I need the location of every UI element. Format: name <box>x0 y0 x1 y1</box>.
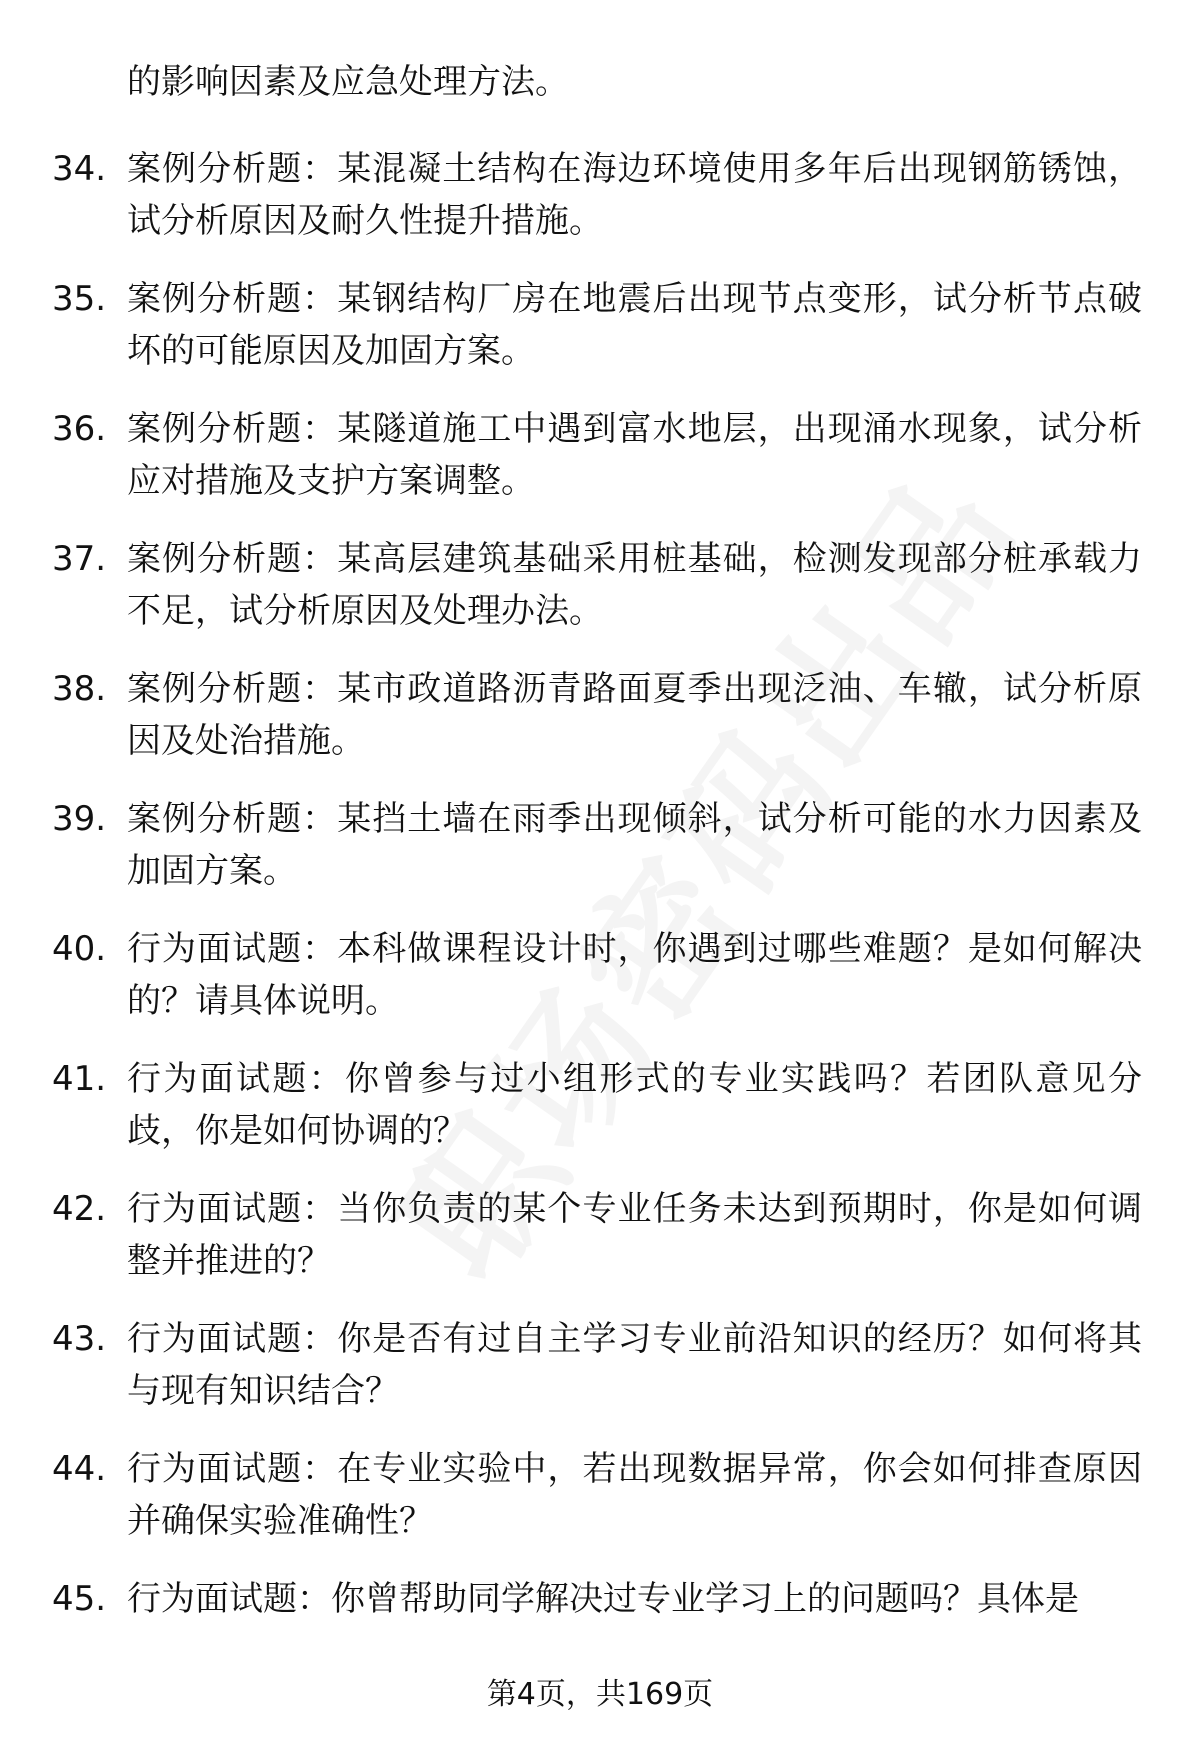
list-item <box>0 923 1200 1053</box>
item-number: 45. <box>52 1579 107 1619</box>
list-item <box>0 403 1200 533</box>
list-item <box>0 533 1200 663</box>
list-item <box>0 273 1200 403</box>
list-item <box>0 1183 1200 1313</box>
item-number: 44. <box>52 1449 107 1489</box>
list-item <box>0 1313 1200 1443</box>
item-text: 案例分析题：某钢结构厂房在地震后出现节点变形，试分析节点破坏的可能原因及加固方案。 <box>127 279 1142 371</box>
item-text: 案例分析题：某混凝土结构在海边环境使用多年后出现钢筋锈蚀，试分析原因及耐久性提升措施。 <box>127 149 1142 241</box>
item-text: 案例分析题：某隧道施工中遇到富水地层，出现涌水现象，试分析应对措施及支护方案调整。 <box>127 409 1142 501</box>
item-number: 37. <box>52 539 107 579</box>
item-number: 40. <box>52 929 107 969</box>
item-text: 案例分析题：某挡土墙在雨季出现倾斜，试分析可能的水力因素及加固方案。 <box>127 799 1142 891</box>
item-number: 36. <box>52 409 107 449</box>
item-number: 43. <box>52 1319 107 1359</box>
item-number: 41. <box>52 1059 107 1099</box>
list-item <box>0 663 1200 793</box>
item-text: 案例分析题：某市政道路沥青路面夏季出现泛油、车辙，试分析原因及处治措施。 <box>127 669 1142 761</box>
page-footer: 第4页，共169页 <box>486 1677 714 1712</box>
list-item <box>0 143 1200 273</box>
list-item <box>0 1443 1200 1573</box>
item-number: 34. <box>52 149 107 189</box>
item-number: 35. <box>52 279 107 319</box>
item-number: 42. <box>52 1189 107 1229</box>
list-item <box>0 793 1200 923</box>
item-text: 行为面试题：当你负责的某个专业任务未达到预期时，你是如何调整并推进的？ <box>127 1189 1142 1281</box>
item-text: 行为面试题：你曾参与过小组形式的专业实践吗？若团队意见分歧，你是如何协调的？ <box>127 1059 1142 1151</box>
list-item <box>0 1053 1200 1183</box>
item-text: 行为面试题：你曾帮助同学解决过专业学习上的问题吗？具体是 <box>127 1579 1079 1619</box>
item-number: 39. <box>52 799 107 839</box>
item-text: 行为面试题：本科做课程设计时，你遇到过哪些难题？是如何解决的？请具体说明。 <box>127 929 1142 1021</box>
continued-text: 的影响因素及应急处理方法。 <box>127 62 569 102</box>
item-text: 案例分析题：某高层建筑基础采用桩基础，检测发现部分桩承载力不足，试分析原因及处理办法。 <box>127 539 1142 631</box>
item-text: 行为面试题：你是否有过自主学习专业前沿知识的经历？如何将其与现有知识结合？ <box>127 1319 1142 1411</box>
question-list <box>0 143 1200 1703</box>
item-text: 行为面试题：在专业实验中，若出现数据异常，你会如何排查原因并确保实验准确性？ <box>127 1449 1142 1541</box>
item-number: 38. <box>52 669 107 709</box>
